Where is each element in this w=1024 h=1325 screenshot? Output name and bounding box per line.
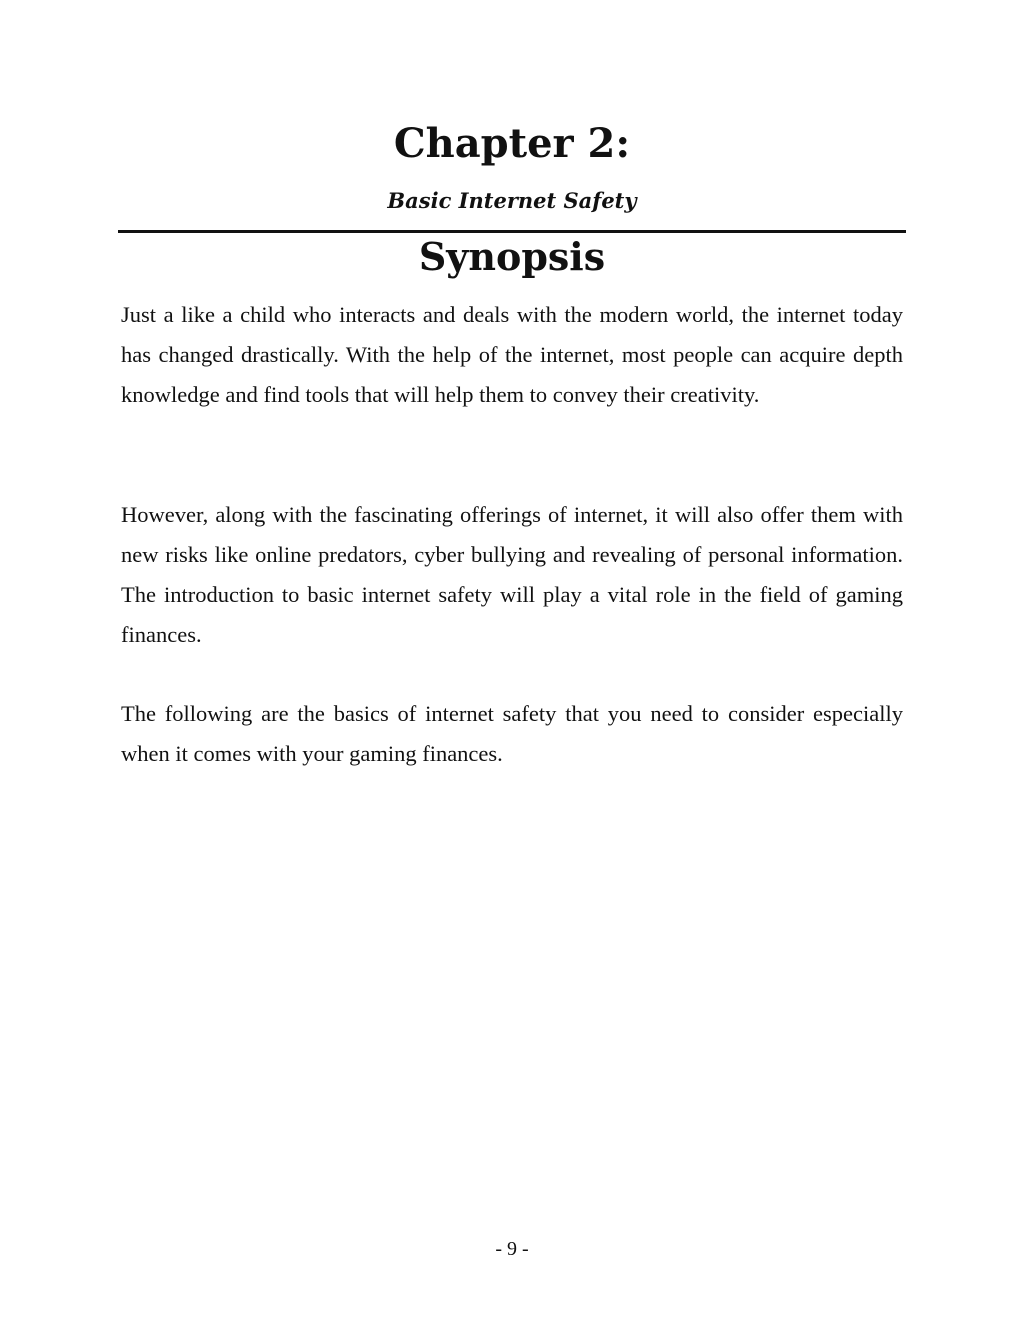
paragraph-2-block xyxy=(121,495,903,695)
body-paragraph: However, along with the fascinating offerings of internet, it will also offer them with new risks like online predators, cyber bullying and revealing of personal information. The introduction to basic internet safety will play a vital role in the field of gaming finances. xyxy=(121,502,903,647)
paragraph-3-block xyxy=(121,694,903,814)
body-paragraph: Just a like a child who interacts and deals with the modern world, the internet today has changed drastically. With the help of the internet, most people can acquire depth knowledge and find tools that will help them to convey their creativity. xyxy=(121,302,903,407)
chapter-title: Chapter 2: xyxy=(393,120,631,167)
body-paragraph: The following are the basics of internet safety that you need to consider especially when it comes with your gaming finances. xyxy=(121,701,903,766)
paragraph-1-block xyxy=(121,295,903,455)
page-number: - 9 - xyxy=(495,1238,529,1260)
chapter-subtitle: Basic Internet Safety xyxy=(387,188,637,213)
section-title: Synopsis xyxy=(418,234,606,279)
